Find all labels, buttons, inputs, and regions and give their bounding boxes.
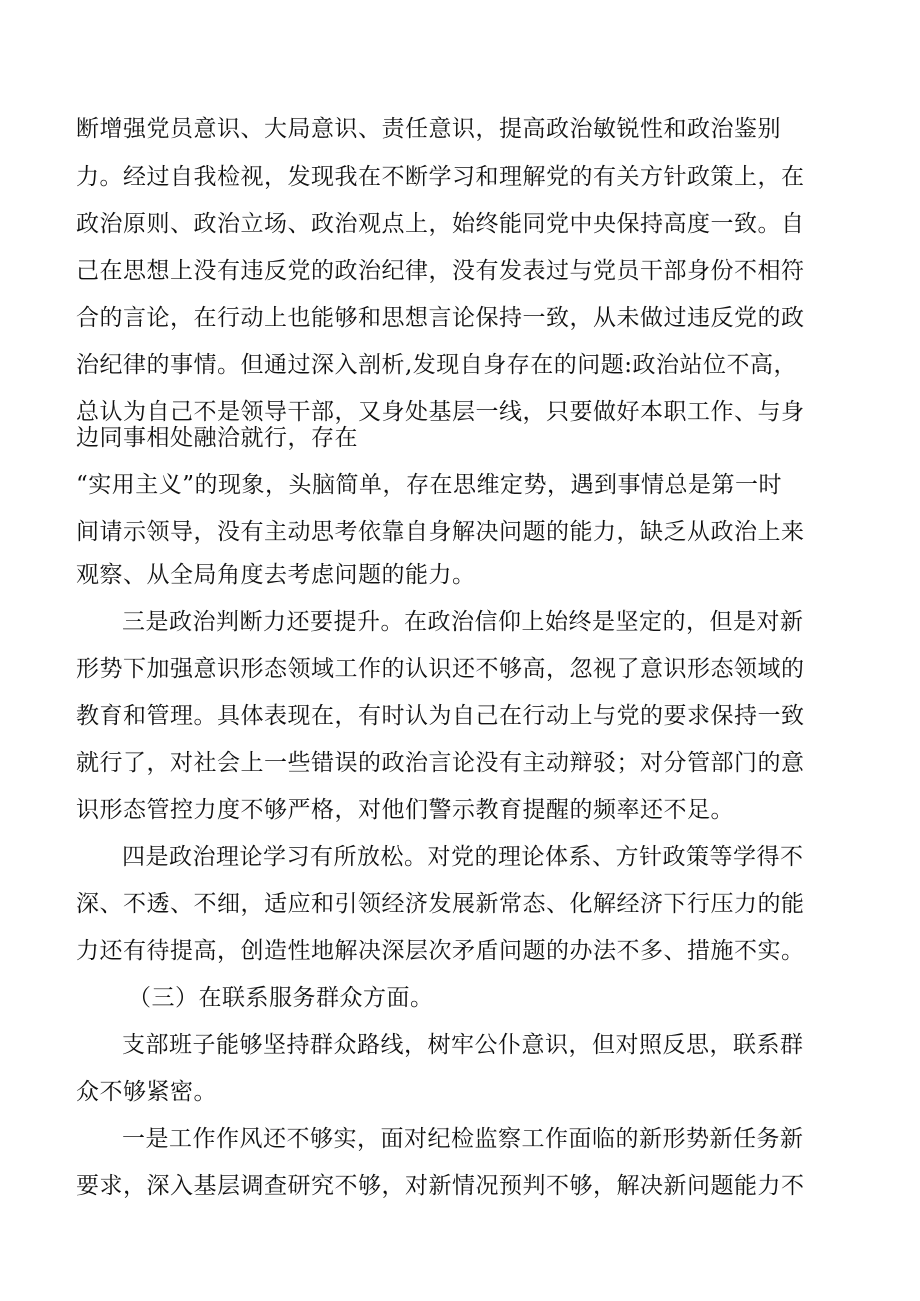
text-line: 深、不透、不细，适应和引领经济发展新常态、化解经济下行压力的能 <box>76 891 805 917</box>
text-line: 总认为自己不是领导干部，又身处基层一线，只要做好本职工作、与身 <box>76 399 805 425</box>
section-heading: （三）在联系服务群众方面。 <box>128 985 434 1011</box>
text-line: 力。经过自我检视，发现我在不断学习和理解党的有关方针政策上，在 <box>76 164 805 190</box>
text-line: 观察、从全局角度去考虑问题的能力。 <box>76 562 476 588</box>
text-line: 合的言论，在行动上也能够和思想言论保持一致，从未做过违反党的政 <box>76 305 805 331</box>
text-line: 就行了，对社会上一些错误的政治言论没有主动辩驳；对分管部门的意 <box>76 750 805 776</box>
paragraph-first-line: 支部班子能够坚持群众路线，树牢公仆意识，但对照反思，联系群 <box>122 1032 804 1058</box>
text-line: 教育和管理。具体表现在，有时认为自己在行动上与党的要求保持一致 <box>76 703 805 729</box>
text-line: 间请示领导，没有主动思考依靠自身解决问题的能力，缺乏从政治上来 <box>76 519 805 545</box>
text-line: 众不够紧密。 <box>76 1079 217 1105</box>
text-line: 政治原则、政治立场、政治观点上，始终能同党中央保持高度一致。自 <box>76 211 805 237</box>
text-line: 己在思想上没有违反党的政治纪律，没有发表过与党员干部身份不相符 <box>76 258 805 284</box>
text-line: 断增强党员意识、大局意识、责任意识，提高政治敏锐性和政治鉴别 <box>76 116 781 142</box>
text-line: “实用主义”的现象，头脑简单，存在思维定势，遇到事情总是第一时 <box>76 472 783 498</box>
text-line: 治纪律的事情。但通过深入剖析,发现自身存在的问题:政治站位不高， <box>76 352 798 378</box>
paragraph-first-line: 四是政治理论学习有所放松。对党的理论体系、方针政策等学得不 <box>122 844 804 870</box>
text-line: 力还有待提高，创造性地解决深层次矛盾问题的办法不多、措施不实。 <box>76 938 805 964</box>
text-line: 边同事相处融洽就行，存在 <box>76 425 358 451</box>
paragraph-first-line: 三是政治判断力还要提升。在政治信仰上始终是坚定的，但是对新 <box>122 609 804 635</box>
text-line: 要求，深入基层调查研究不够，对新情况预判不够，解决新问题能力不 <box>76 1173 805 1199</box>
text-line: 识形态管控力度不够严格，对他们警示教育提醒的频率还不足。 <box>76 797 734 823</box>
text-line: 形势下加强意识形态领域工作的认识还不够高，忽视了意识形态领域的 <box>76 656 805 682</box>
paragraph-first-line: 一是工作作风还不够实，面对纪检监察工作面临的新形势新任务新 <box>122 1126 804 1152</box>
